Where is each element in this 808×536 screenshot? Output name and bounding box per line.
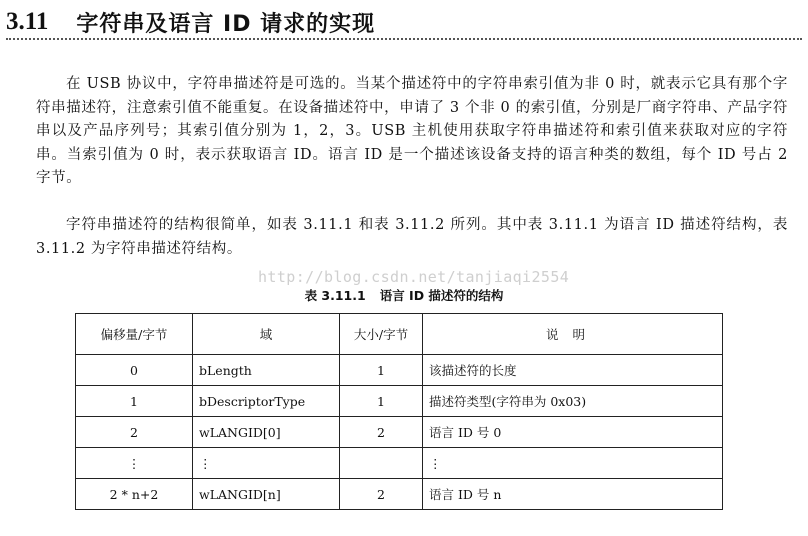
table-row [76, 448, 723, 479]
table-caption-title: 语言 ID 描述符的结构 [379, 288, 504, 303]
cell-size: 1 [340, 386, 423, 417]
cell-description: 描述符类型(字符串为 0x03) [423, 386, 723, 417]
cell-description: 该描述符的长度 [423, 355, 723, 386]
cell-description: 语言 ID 号 0 [423, 417, 723, 448]
cell-description: 语言 ID 号 n [423, 479, 723, 510]
cell-offset: ⋮ [76, 448, 193, 479]
cell-size: 2 [340, 479, 423, 510]
header-field: 域 [193, 314, 340, 355]
header-description: 说明 [423, 314, 723, 355]
cell-size [340, 448, 423, 479]
cell-field: bLength [193, 355, 340, 386]
header-size: 大小/字节 [340, 314, 423, 355]
section-number: 3.11 [6, 8, 49, 35]
table-row [76, 417, 723, 448]
section-title: 字符串及语言 ID 请求的实现 [76, 11, 376, 37]
paragraph-2: 字符串描述符的结构很简单，如表 3.11.1 和表 3.11.2 所列。其中表 3.11.1 为语言 ID 描述符结构，表 3.11.2 为字符串描述符结构。 [36, 217, 788, 257]
cell-offset: 0 [76, 355, 193, 386]
cell-offset: 2 [76, 417, 193, 448]
table-row [76, 386, 723, 417]
table-row [76, 355, 723, 386]
descriptor-table [75, 313, 723, 510]
cell-description: ⋮ [423, 448, 723, 479]
cell-offset: 2 * n+2 [76, 479, 193, 510]
cell-offset: 1 [76, 386, 193, 417]
heading-divider [6, 38, 802, 40]
paragraph-1: 在 USB 协议中，字符串描述符是可选的。当某个描述符中的字符串索引值为非 0 时，就表示它具有那个字符串描述符，注意索引值不能重复。在设备描述符中，申请了 3 个非 0 的索引值，分别是厂商字符串、产品字符串以及产品序列号；其索引值分别为 1，2，3。USB 主机使用获取字符串描述符和索引值来获取对应的字符串。当索引值为 0 时，表示获取语言 ID。语言 ID 是一个描述该设备支持的语言种类的数组，每个 ID 号占 2 字节。 [36, 76, 788, 186]
table-row [76, 479, 723, 510]
table-header-row [76, 314, 723, 355]
cell-field: ⋮ [193, 448, 340, 479]
table-caption [0, 286, 808, 304]
cell-field: wLANGID[0] [193, 417, 340, 448]
cell-field: wLANGID[n] [193, 479, 340, 510]
cell-field: bDescriptorType [193, 386, 340, 417]
header-offset: 偏移量/字节 [76, 314, 193, 355]
watermark-text: http://blog.csdn.net/tanjiaqi2554 [258, 268, 570, 286]
cell-size: 2 [340, 417, 423, 448]
section-heading [6, 4, 802, 40]
cell-size: 1 [340, 355, 423, 386]
table-caption-number: 表 3.11.1 [304, 288, 366, 303]
